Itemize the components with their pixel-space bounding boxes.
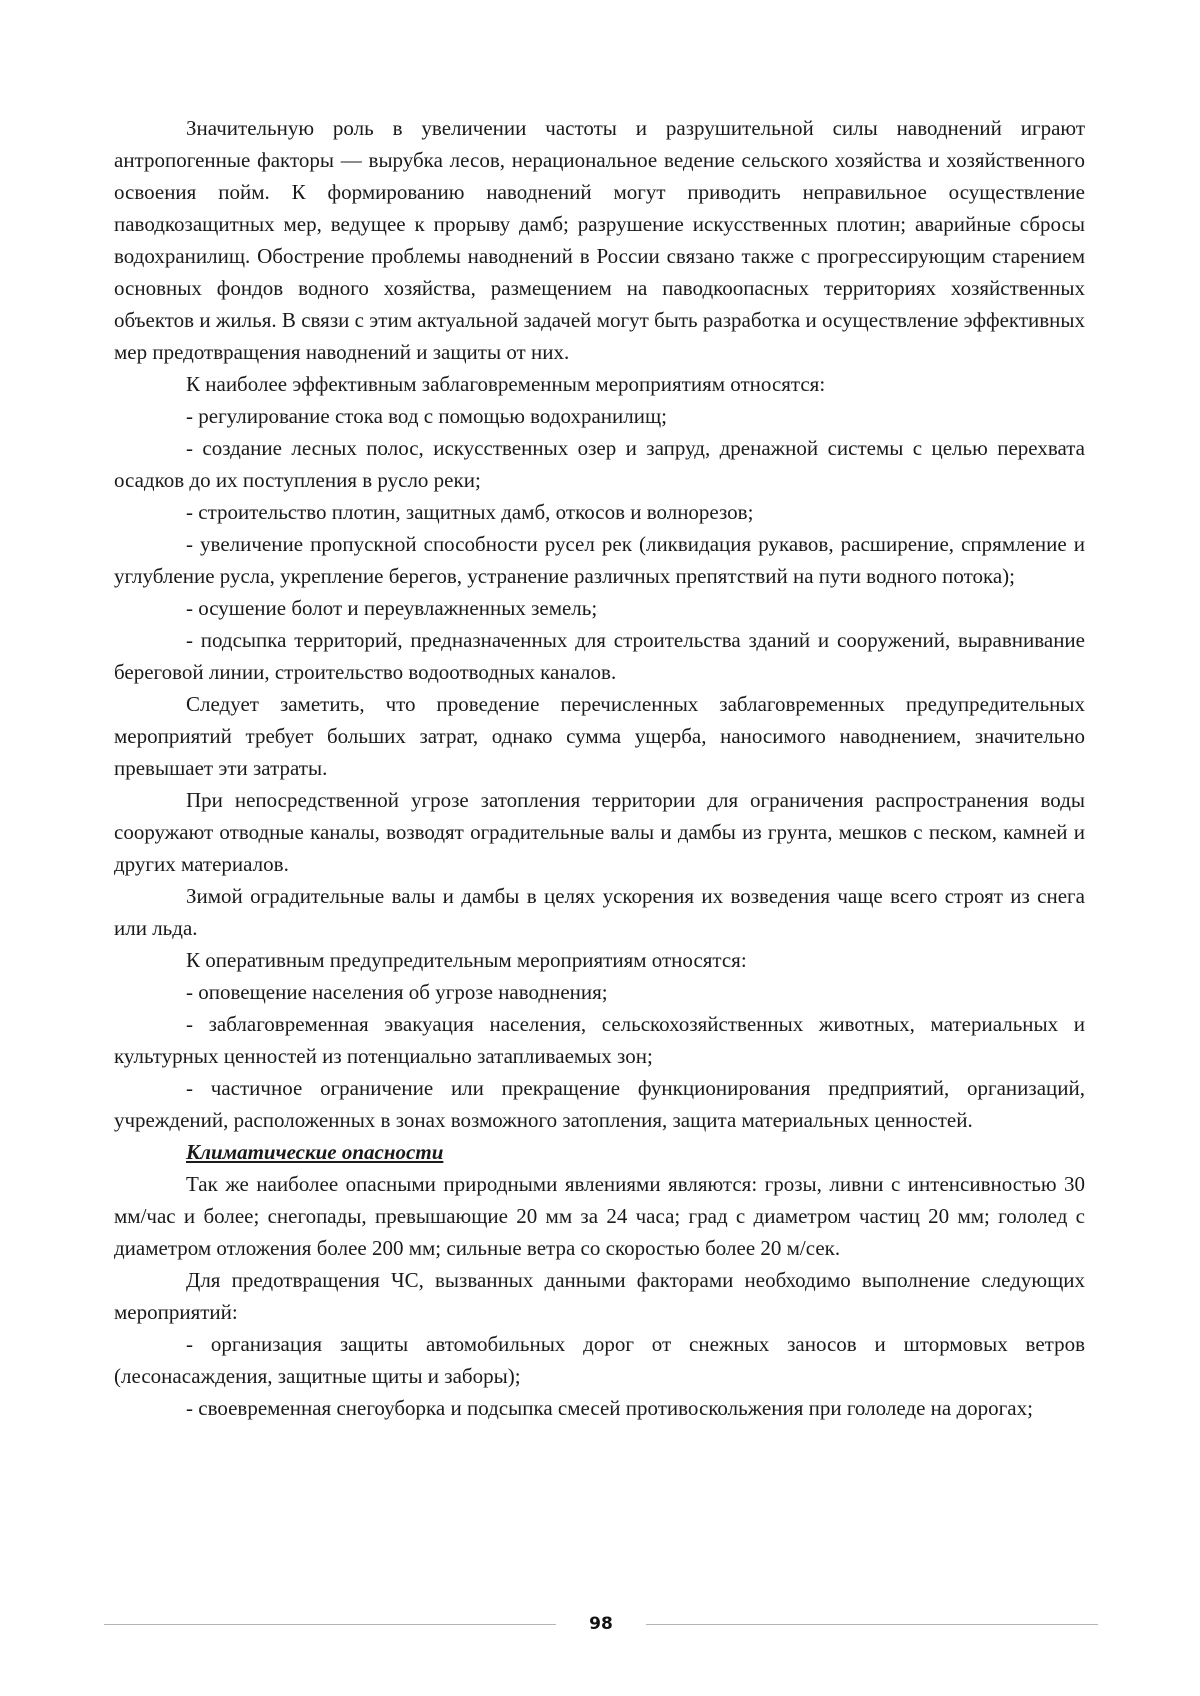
paragraph-anthropogenic-factors: Значительную роль в увеличении частоты и разрушительной силы наводнений играют антропогенные факторы — вырубка лесов, нерациональное ведение сельского хозяйства и хозяйственного освоения пойм. К формированию наводнений могут приводить неправильное осуществление паводкозащитных мер, ведущее к прорыву дамб; разрушение искусственных плотин; аварийные сбросы водохранилищ. Обострение проблемы наводнений в России связано также с прогрессирующим старением основных фондов водного хозяйства, размещением на паводкоопасных территориях хозяйственных объектов и жилья. В связи с этим актуальной задачей могут быть разработка и осуществление эффективных мер предотвращения наводнений и защиты от них.	[114, 116, 1085, 364]
list-item-operation-restriction: - частичное ограничение или прекращение функционирования предприятий, организаций, учреждений, расположенных в зонах возможного затопления, защита материальных ценностей.	[114, 1076, 1085, 1132]
list-item-flow-regulation: - регулирование стока вод с помощью водохранилищ;	[186, 404, 667, 428]
page-footer	[104, 1612, 1098, 1636]
paragraph-winter-dams: Зимой оградительные валы и дамбы в целях ускорения их возведения чаще всего строят из снега или льда.	[114, 884, 1085, 940]
paragraph-preventive-measures-intro: К наиболее эффективным заблаговременным мероприятиям относятся:	[186, 372, 826, 396]
list-item-dams-construction: - строительство плотин, защитных дамб, откосов и волнорезов;	[186, 500, 754, 524]
list-item-road-protection: - организация защиты автомобильных дорог от снежных заносов и штормовых ветров (лесонасаждения, защитные щиты и заборы);	[114, 1332, 1085, 1388]
list-item-snow-removal: - своевременная снегоуборка и подсыпка смесей противоскольжения при гололеде на дорогах;	[186, 1396, 1033, 1420]
list-item-channel-capacity: - увеличение пропускной способности русел рек (ликвидация рукавов, расширение, спрямление и углубление русла, укрепление берегов, устранение различных препятствий на пути водного потока);	[114, 532, 1085, 588]
footer-rule-left	[104, 1624, 556, 1625]
list-item-evacuation: - заблаговременная эвакуация населения, сельскохозяйственных животных, материальных и культурных ценностей из потенциально затапливаемых зон;	[114, 1012, 1085, 1068]
footer-rule-right	[646, 1624, 1098, 1625]
paragraph-dangerous-phenomena: Так же наиболее опасными природными явлениями являются: грозы, ливни с интенсивностью 30 мм/час и более; снегопады, превышающие 20 мм за 24 часа; град с диаметром частиц 20 мм; гололед с диаметром отложения более 200 мм; сильные ветра со скоростью более 20 м/сек.	[114, 1172, 1085, 1260]
list-item-territory-filling: - подсыпка территорий, предназначенных для строительства зданий и сооружений, выравнивание береговой линии, строительство водоотводных каналов.	[114, 628, 1085, 684]
paragraph-operative-measures-intro: К оперативным предупредительным мероприятиям относятся:	[186, 948, 747, 972]
body-text	[114, 112, 1085, 1424]
list-item-population-warning: - оповещение населения об угрозе наводнения;	[186, 980, 608, 1004]
section-heading-text: Климатические опасности	[186, 1140, 444, 1164]
list-item-forest-belts: - создание лесных полос, искусственных озер и запруд, дренажной системы с целью перехвата осадков до их поступления в русло реки;	[114, 436, 1085, 492]
paragraph-costs-note: Следует заметить, что проведение перечисленных заблаговременных предупредительных мероприятий требует больших затрат, однако сумма ущерба, наносимого наводнением, значительно превышает эти затраты.	[114, 692, 1085, 780]
paragraph-prevention-intro: Для предотвращения ЧС, вызванных данными факторами необходимо выполнение следующих мероприятий:	[114, 1268, 1085, 1324]
section-heading-climatic-hazards	[114, 1136, 1085, 1168]
list-item-swamp-drainage: - осушение болот и переувлажненных земель;	[186, 596, 598, 620]
page-number: 98	[589, 1614, 613, 1634]
paragraph-direct-threat: При непосредственной угрозе затопления территории для ограничения распространения воды сооружают отводные каналы, возводят оградительные валы и дамбы из грунта, мешков с песком, камней и других материалов.	[114, 788, 1085, 876]
